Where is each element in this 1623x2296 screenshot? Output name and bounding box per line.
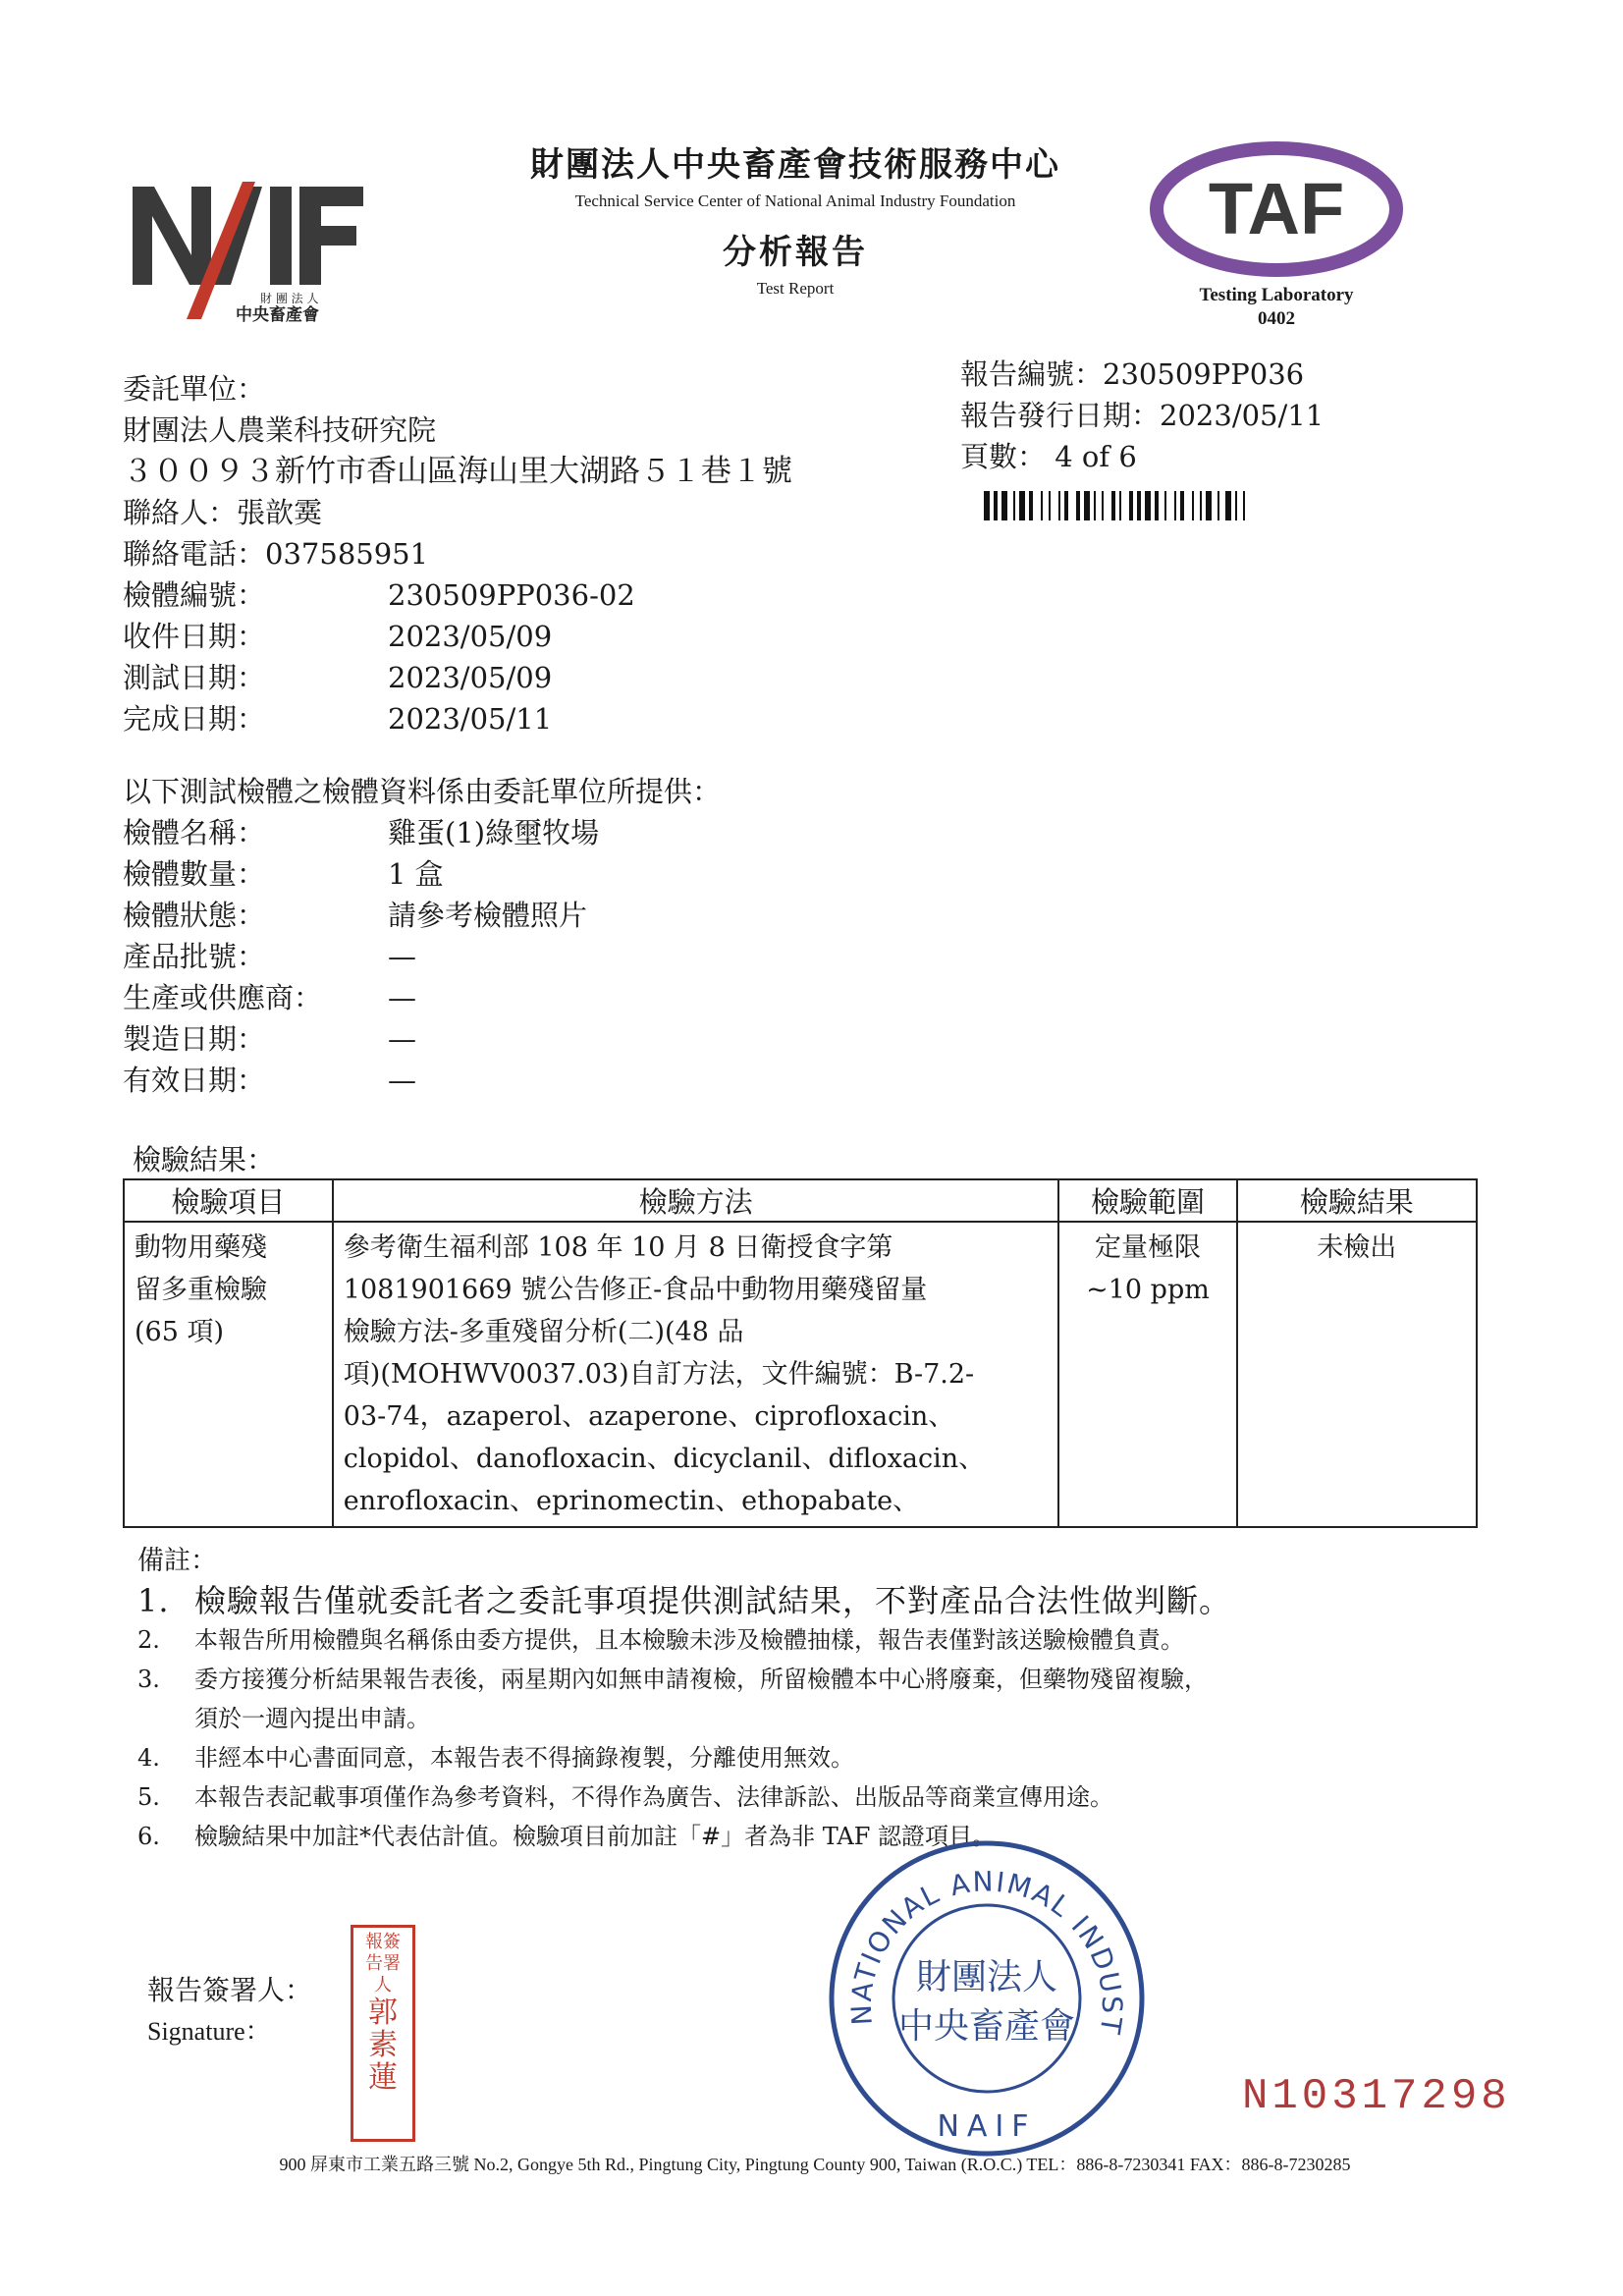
taf-logo [1149,136,1404,329]
barcode-bar [1119,491,1121,520]
barcode-bar [1155,491,1159,520]
field-label: 檢體名稱： [123,816,266,849]
contact-name: 張歆霙 [237,496,323,529]
barcode-bar [1041,491,1043,520]
field-label: 完成日期： [123,702,266,736]
test-item-line: 留多重檢驗 [135,1275,267,1305]
contact-label: 聯絡人： [123,496,238,529]
method-line: clopidol、danofloxacin、dicyclanil、difloxacin、 [343,1444,986,1474]
client-info [123,368,908,574]
stamp-line: 人 [374,1975,392,1995]
signature-stamp [351,1925,415,2142]
field-value: 2023/05/09 [388,661,553,694]
taf-caption: Testing Laboratory [1199,285,1354,305]
field-value: 2023/05/11 [388,702,553,736]
field-label: 有效日期： [123,1064,266,1097]
sample-date-row [123,574,908,616]
svg-text:NATIONAL ANIMAL INDUSTRY FOUND: NATIONAL ANIMAL INDUST [844,1865,1129,2039]
sample-date-row [123,657,908,698]
column-header: 檢驗範圍 [1058,1179,1236,1222]
sample-info-row [123,936,1006,977]
sample-intro: 以下測試檢體之檢體資料係由委託單位所提供： [123,775,722,808]
test-item-line: 動物用藥殘 [135,1232,267,1263]
note-item [137,1699,1473,1738]
page-count-label: 頁數： [960,440,1047,473]
svg-text:TAF: TAF [1208,168,1345,249]
barcode-bar [984,491,990,520]
sample-dates [123,574,908,739]
barcode-bar [1180,491,1184,520]
stamp-line: 素 [368,2028,398,2062]
method-line: 03-74，azaperol、azaperone、ciprofloxacin、 [343,1401,955,1432]
page-count-row [960,436,1324,477]
note-number: 3. [137,1666,160,1693]
barcode-bar [1225,491,1231,520]
barcode-bar [1094,491,1096,520]
table-row [124,1222,1477,1527]
sample-info-row [123,1018,1006,1060]
field-value: 雞蛋(1)綠壐牧場 [388,816,600,849]
notes-label: 備註： [137,1546,217,1576]
barcode-bar [1145,491,1151,520]
test-result-cell: 未檢出 [1237,1222,1477,1527]
barcode-bar [1013,491,1015,520]
field-label: 收件日期： [123,620,266,653]
client-address: ３００９３新竹市香山區海山里大湖路５１巷１號 [123,454,792,489]
naif-logo [133,177,368,324]
test-item-line: (65 項) [135,1317,225,1347]
barcode-bar [1111,491,1115,520]
field-value: 請參考檢體照片 [388,899,588,932]
note-item [137,1777,1473,1817]
note-item [137,1738,1473,1777]
barcode-bar [1137,491,1141,520]
field-value: — [388,940,416,973]
barcode-bar [1217,491,1219,520]
sample-info [123,771,1006,1101]
field-value: 2023/05/09 [388,620,553,653]
footer-address: 900 屏東市工業五路三號 No.2, Gongye 5th Rd., Pingtung City, Pingtung County 900, Taiwan (R.O.C.) TEL：886-8-7230341 FAX：886-8-7230285 [279,2155,1351,2174]
sample-date-row [123,616,908,657]
note-text: 檢驗報告僅就委託者之委託事項提供測試結果，不對產品合法性做判斷。 [194,1582,1232,1619]
test-range-cell [1058,1222,1236,1527]
stamp-line: 報簽 [365,1932,401,1952]
svg-text:財 團 法 人: 財 團 法 人 [260,292,319,305]
taf-number: 0402 [1258,308,1295,329]
method-line: 檢驗方法-多重殘留分析(二)(48 品 [343,1317,744,1347]
report-header [461,137,1129,299]
test-item-cell [124,1222,333,1527]
barcode-bar [1235,491,1237,520]
field-label: 檢體編號： [123,578,266,612]
field-value: 1 盒 [388,857,444,891]
stamp-line: 告署 [365,1953,401,1974]
barcode-bar [1164,491,1166,520]
method-line: 項)(MOHWV0037.03)自訂方法，文件編號：B-7.2- [343,1359,975,1390]
report-issue-date-row [960,395,1324,436]
note-text: 檢驗結果中加註*代表估計值。檢驗項目前加註「#」者為非 TAF 認證項目。 [194,1823,997,1850]
barcode-bar [1019,491,1025,520]
sample-info-row [123,1060,1006,1101]
range-line: 定量極限 [1094,1232,1201,1263]
note-text: 委方接獲分析結果報告表後，兩星期內如無申請複檢，所留檢體本中心將廢棄，但藥物殘留複驗， [194,1666,1208,1693]
field-value: 230509PP036-02 [388,578,635,612]
note-text: 本報告所用檢體與名稱係由委方提供，且本檢驗未涉及檢體抽樣，報告表僅對該送驗檢體負責。 [194,1626,1184,1654]
note-number: 5. [137,1783,160,1811]
barcode-bar [1174,491,1176,520]
contact-row [123,492,908,533]
barcode-bar [1029,491,1033,520]
sample-info-row [123,977,1006,1018]
results-table [123,1178,1478,1528]
barcode [984,491,1337,520]
report-info [960,354,1324,477]
svg-text:中央畜產會: 中央畜產會 [236,305,319,324]
barcode-bar [994,491,998,520]
naif-seal [825,1836,1149,2160]
note-text: 須於一週內提出申請。 [194,1705,430,1732]
report-title-zh: 分析報告 [723,233,868,272]
field-label: 測試日期： [123,661,266,694]
issue-date: 2023/05/11 [1160,399,1325,432]
report-number-label: 報告編號： [960,357,1104,391]
serial-number: N10317298 [1242,2072,1511,2121]
field-label: 生產或供應商： [123,981,323,1014]
barcode-bar [1206,491,1212,520]
column-header: 檢驗方法 [333,1179,1059,1222]
barcode-bar [1049,491,1051,520]
column-header: 檢驗項目 [124,1179,333,1222]
signature-label-en: Signature： [147,2017,271,2046]
note-text: 非經本中心書面同意，本報告表不得摘錄複製，分離使用無效。 [194,1744,854,1772]
barcode-bar [1058,491,1060,520]
phone-row [123,533,908,574]
org-name-en: Technical Service Center of National Animal Industry Foundation [574,191,1016,210]
barcode-bar [1129,491,1133,520]
barcode-bar [1076,491,1080,520]
notes [137,1542,1473,1856]
table-header-row [124,1179,1477,1222]
client-unit-name: 財團法人農業科技研究院 [123,413,437,447]
field-label: 檢體數量： [123,857,266,891]
barcode-bar [1084,491,1090,520]
method-line: enrofloxacin、eprinomectin、ethopabate、 [343,1486,920,1516]
note-item [137,1581,1473,1620]
note-number: 2. [137,1626,160,1654]
field-value: — [388,981,416,1014]
issue-date-label: 報告發行日期： [960,399,1161,432]
barcode-bar [1064,491,1068,520]
field-value: — [388,1064,416,1097]
sample-info-row [123,895,1006,936]
stamp-line: 郭 [368,1995,398,2030]
report-number: 230509PP036 [1103,357,1305,391]
note-item [137,1817,1473,1856]
field-label: 檢體狀態： [123,899,266,932]
phone-label: 聯絡電話： [123,537,266,571]
field-value: — [388,1022,416,1056]
barcode-bar [1001,491,1007,520]
barcode-bar [1243,491,1245,520]
field-label: 製造日期： [123,1022,266,1056]
sample-date-row [123,698,908,739]
svg-text:中央畜產會: 中央畜產會 [897,2006,1076,2047]
note-number: 1. [137,1582,170,1619]
org-name-zh: 財團法人中央畜產會技術服務中心 [530,145,1060,185]
note-item [137,1660,1473,1699]
method-line: 1081901669 號公告修正-食品中動物用藥殘留量 [343,1275,928,1305]
column-header: 檢驗結果 [1237,1179,1477,1222]
note-text: 本報告表記載事項僅作為參考資料，不得作為廣告、法律訴訟、出版品等商業宣傳用途。 [194,1783,1113,1811]
stamp-line: 蓮 [368,2060,398,2095]
signature-block [147,1969,312,2051]
note-item [137,1620,1473,1660]
field-label: 產品批號： [123,940,266,973]
barcode-bar [1192,491,1194,520]
phone-number: 037585951 [265,537,429,571]
method-line: 參考衛生福利部 108 年 10 月 8 日衛授食字第 [343,1232,893,1263]
test-method-cell [333,1222,1059,1527]
sample-info-row [123,853,1006,895]
report-number-row [960,354,1324,395]
results-label: 檢驗結果： [133,1143,276,1176]
page-count: 4 of 6 [1055,440,1137,473]
barcode-bar [1102,491,1104,520]
range-line: ~10 ppm [1086,1275,1210,1305]
signature-label-zh: 報告簽署人： [147,1974,313,2006]
sample-info-row [123,812,1006,853]
barcode-bar [1200,491,1202,520]
note-number: 6. [137,1823,160,1850]
svg-text:財團法人: 財團法人 [915,1957,1058,1997]
note-number: 4. [137,1744,160,1772]
report-title-en: Test Report [756,279,835,298]
svg-text:NAIF: NAIF [937,2109,1037,2144]
client-unit-label: 委託單位： [123,372,266,406]
